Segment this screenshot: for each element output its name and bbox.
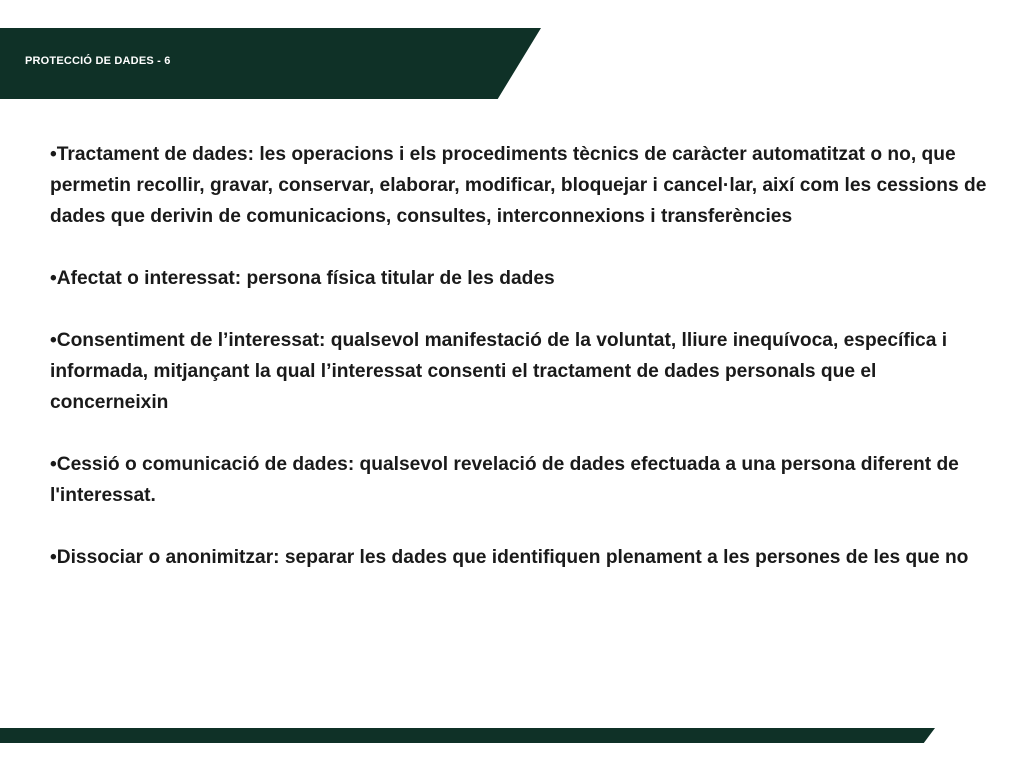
- slide-title: PROTECCIÓ DE DADES - 6: [25, 55, 171, 67]
- slide-content: [50, 139, 990, 573]
- definition-tractament: •Tractament de dades: les operacions i els procediments tècnics de caràcter automatitzat o no, que permetin recollir, gravar, conservar, elaborar, modificar, bloquejar i cancel·lar, així com les cessions de dades que derivin de comunicacions, consultes, interconnexions i transferències: [50, 144, 987, 227]
- definition-afectat: •Afectat o interessat: persona física titular de les dades: [50, 268, 555, 289]
- definition-dissociar: •Dissociar o anonimitzar: separar les dades que identifiquen plenament a les persones de les que no: [50, 547, 969, 568]
- definition-consentiment: •Consentiment de l’interessat: qualsevol manifestació de la voluntat, lliure inequívoca, específica i informada, mitjançant la qual l’interessat consenti el tractament de dades personals que el concerneixin: [50, 330, 948, 413]
- definition-cessio: •Cessió o comunicació de dades: qualsevol revelació de dades efectuada a una persona diferent de l'interessat.: [50, 454, 959, 506]
- footer-bar: [0, 728, 935, 743]
